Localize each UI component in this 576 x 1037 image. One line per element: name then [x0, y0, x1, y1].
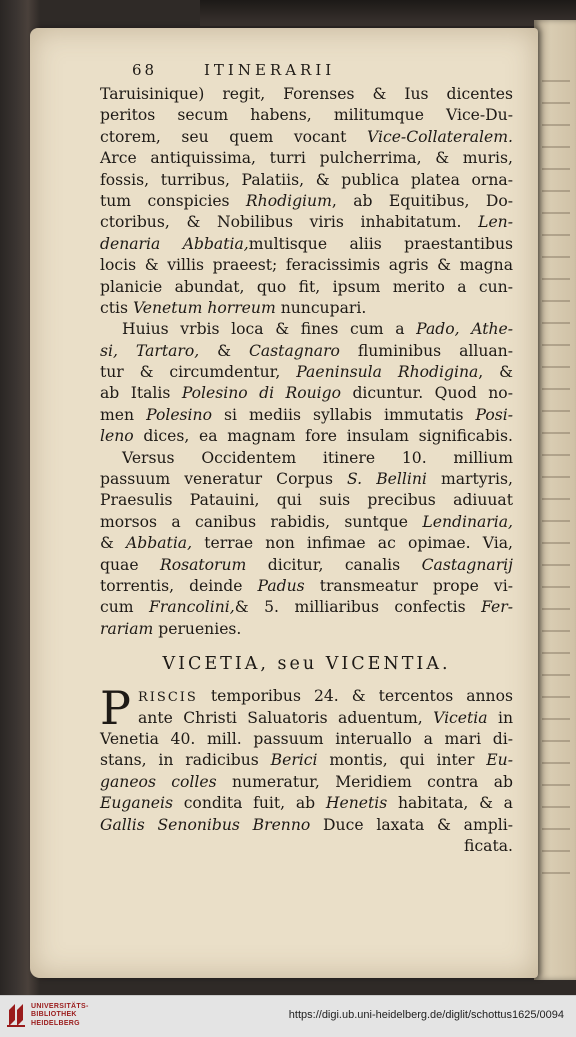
- text-line: Arce antiquissima, turri pulcherrima, & muris,: [100, 149, 513, 168]
- text-line: & Abbatia, terrae non infimae ac opimae. Via,: [100, 534, 513, 553]
- text-line: Taruisinique) regit, Forenses & Ius dicentes: [100, 85, 513, 103]
- text-line: ganeos colles numeratur, Meridiem contra ab: [100, 772, 513, 791]
- text-line: ctoribus, & Nobilibus viris inhabitatum. Len-: [100, 213, 513, 232]
- section-title: VICETIA, seu VICENTIA.: [162, 654, 451, 675]
- text-line: planicie abundat, quo fit, ipsum merito a cun-: [100, 277, 513, 296]
- viewer-footer: [0, 995, 576, 1037]
- text-line: ctorem, seu quem vocant Vice-Collateralem.: [100, 127, 513, 146]
- text-line: morsos a canibus rabidis, suntque Lendinaria,: [100, 512, 513, 531]
- text-line: Euganeis condita fuit, ab Henetis habitata, & a: [100, 794, 513, 813]
- bleed-through: [542, 80, 570, 880]
- drop-cap: P: [100, 681, 131, 736]
- running-title: ITINERARII: [204, 61, 336, 79]
- text-line: Venetia 40. mill. passuum interuallo a mari di-: [100, 729, 513, 748]
- text-line: Praesulis Patauini, qui suis precibus adiuuat: [100, 491, 513, 510]
- text-line: rariam peruenies.: [100, 619, 242, 638]
- text-line: ab Italis Polesino di Rouigo dicuntur. Quod no-: [100, 384, 513, 403]
- page-text: [100, 60, 513, 857]
- text-line: tur & circumdentur, Paeninsula Rhodigina, &: [100, 363, 514, 382]
- text-line: ctis Venetum horreum nuncupari.: [100, 298, 367, 317]
- library-name[interactable]: UNIVERSITÄTS- BIBLIOTHEK HEIDELBERG: [31, 1003, 89, 1027]
- text-line: fossis, turribus, Palatiis, & publica platea orna-: [100, 170, 513, 189]
- text-line: denaria Abbatia,multisque aliis praestantibus: [100, 234, 513, 253]
- text-line: quae Rosatorum dicitur, canalis Castagnarij: [100, 555, 513, 574]
- text-line: passuum veneratur Corpus S. Bellini martyris,: [100, 470, 513, 489]
- text-line: ante Christi Saluatoris aduentum, Vicetia in: [138, 708, 513, 727]
- text-line: Gallis Senonibus Brenno Duce laxata & ampli-: [100, 815, 513, 834]
- text-line: tum conspicies Rhodigium, ab Equitibus, Do-: [100, 191, 513, 210]
- text-line: Versus Occidentem itinere 10. millium: [122, 448, 513, 467]
- paragraph-vicetia: [100, 681, 513, 857]
- text-line: si, Tartaro, & Castagnaro fluminibus alluan-: [100, 341, 513, 360]
- text-line: torrentis, deinde Padus transmeatur prope vi-: [100, 576, 513, 595]
- text-line: stans, in radicibus Berici montis, qui inter Eu-: [100, 751, 513, 770]
- text-line: cum Francolini,& 5. milliaribus confectis Fer-: [100, 598, 513, 617]
- university-library-logo-icon[interactable]: [7, 1002, 27, 1028]
- permalink-url[interactable]: https://digi.ub.uni-heidelberg.de/diglit/schottus1625/0094: [288, 1009, 564, 1021]
- page-number: 68: [132, 61, 158, 79]
- text-line: locis & villis praeest; feracissimis agris & magna: [100, 256, 513, 275]
- page-header: [132, 60, 513, 84]
- text-line: men Polesino si mediis syllabis immutatis Posi-: [100, 405, 513, 424]
- text-line: leno dices, ea magnam fore insulam significabis.: [100, 427, 513, 446]
- next-page-edge: [534, 20, 576, 980]
- text-line: Huius vrbis loca & fines cum a Pado, Athe-: [122, 320, 513, 339]
- text-line: RISCIS temporibus 24. & tercentos annos: [138, 687, 513, 706]
- background-shadow: [200, 0, 576, 26]
- text-line: peritos secum habens, militumque Vice-Du-: [100, 106, 513, 125]
- text-line: ficata.: [464, 836, 513, 855]
